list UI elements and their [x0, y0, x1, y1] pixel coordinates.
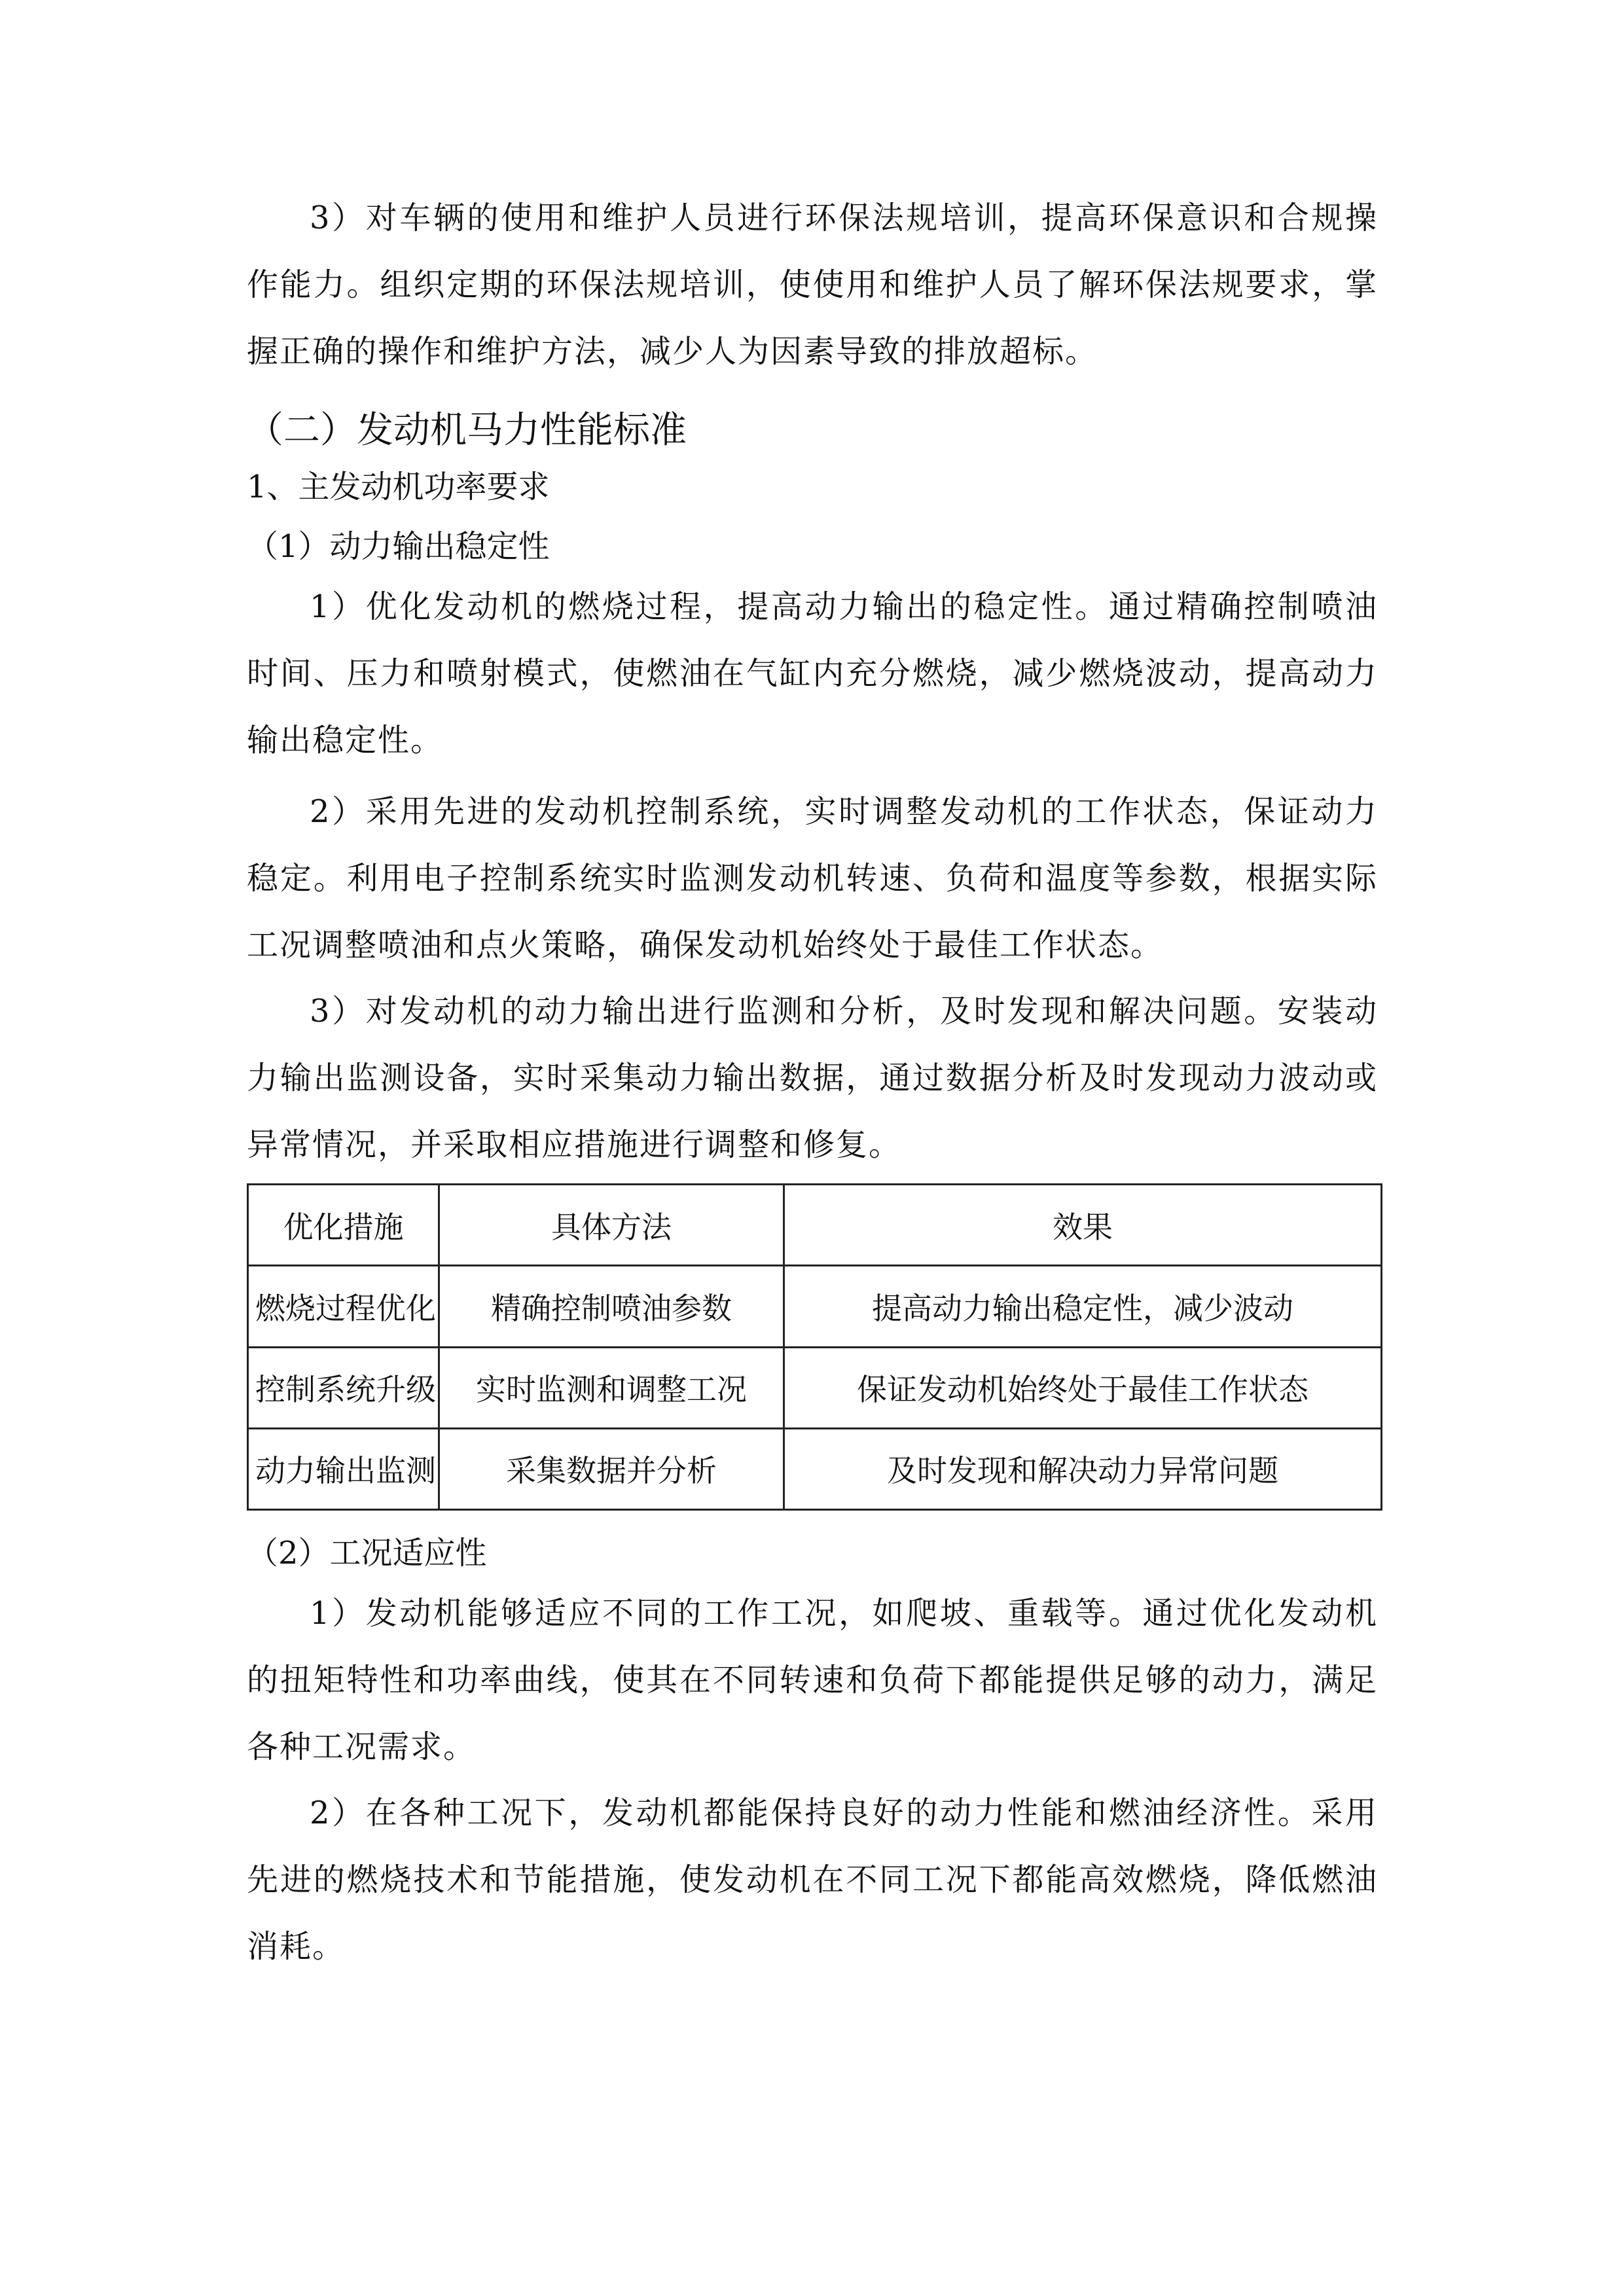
table-row	[248, 1428, 1382, 1509]
table-cell: 动力输出监测	[248, 1428, 439, 1509]
subsection-title: 1、主发动机功率要求	[247, 469, 550, 505]
env-training-paragraph: 3）对车辆的使用和维护人员进行环保法规培训，提高环保意识和合规操作能力。组织定期的环保法规培训，使使用和维护人员了解环保法规要求，掌握正确的操作和维护方法，减少人为因素导致的排放超标。	[247, 200, 1378, 370]
table-header-row	[248, 1185, 1382, 1266]
stability-paragraph-1: 1）优化发动机的燃烧过程，提高动力输出的稳定性。通过精确控制喷油时间、压力和喷射模式，使燃油在气缸内充分燃烧，减少燃烧波动，提高动力输出稳定性。	[247, 588, 1378, 759]
table-cell: 提高动力输出稳定性，减少波动	[784, 1266, 1382, 1347]
table-row	[248, 1266, 1382, 1347]
item-2-title: （2）工况适应性	[247, 1535, 487, 1571]
table-cell: 精确控制喷油参数	[439, 1266, 784, 1347]
table-cell: 控制系统升级	[248, 1347, 439, 1428]
table-header-method: 具体方法	[439, 1185, 784, 1266]
item-1-title: （1）动力输出稳定性	[247, 528, 550, 565]
table-cell: 实时监测和调整工况	[439, 1347, 784, 1428]
table-row	[248, 1347, 1382, 1428]
optimization-table	[247, 1183, 1382, 1511]
section-heading: （二）发动机马力性能标准	[247, 409, 687, 452]
table-cell: 保证发动机始终处于最佳工作状态	[784, 1347, 1382, 1428]
stability-paragraph-2: 2）采用先进的发动机控制系统，实时调整发动机的工作状态，保证动力稳定。利用电子控制系统实时监测发动机转速、负荷和温度等参数，根据实际工况调整喷油和点火策略，确保发动机始终处于最佳工作状态。	[247, 793, 1378, 963]
adaptability-paragraph-1: 1）发动机能够适应不同的工作工况，如爬坡、重载等。通过优化发动机的扭矩特性和功率曲线，使其在不同转速和负荷下都能提供足够的动力，满足各种工况需求。	[247, 1595, 1378, 1765]
table-cell: 及时发现和解决动力异常问题	[784, 1428, 1382, 1509]
adaptability-paragraph-2: 2）在各种工况下，发动机都能保持良好的动力性能和燃油经济性。采用先进的燃烧技术和节能措施，使发动机在不同工况下都能高效燃烧，降低燃油消耗。	[247, 1795, 1378, 1965]
table-header-measure: 优化措施	[248, 1185, 439, 1266]
table-cell: 燃烧过程优化	[248, 1266, 439, 1347]
table-cell: 采集数据并分析	[439, 1428, 784, 1509]
stability-paragraph-3: 3）对发动机的动力输出进行监测和分析，及时发现和解决问题。安装动力输出监测设备，实时采集动力输出数据，通过数据分析及时发现动力波动或异常情况，并采取相应措施进行调整和修复。	[247, 993, 1378, 1163]
table-header-effect: 效果	[784, 1185, 1382, 1266]
